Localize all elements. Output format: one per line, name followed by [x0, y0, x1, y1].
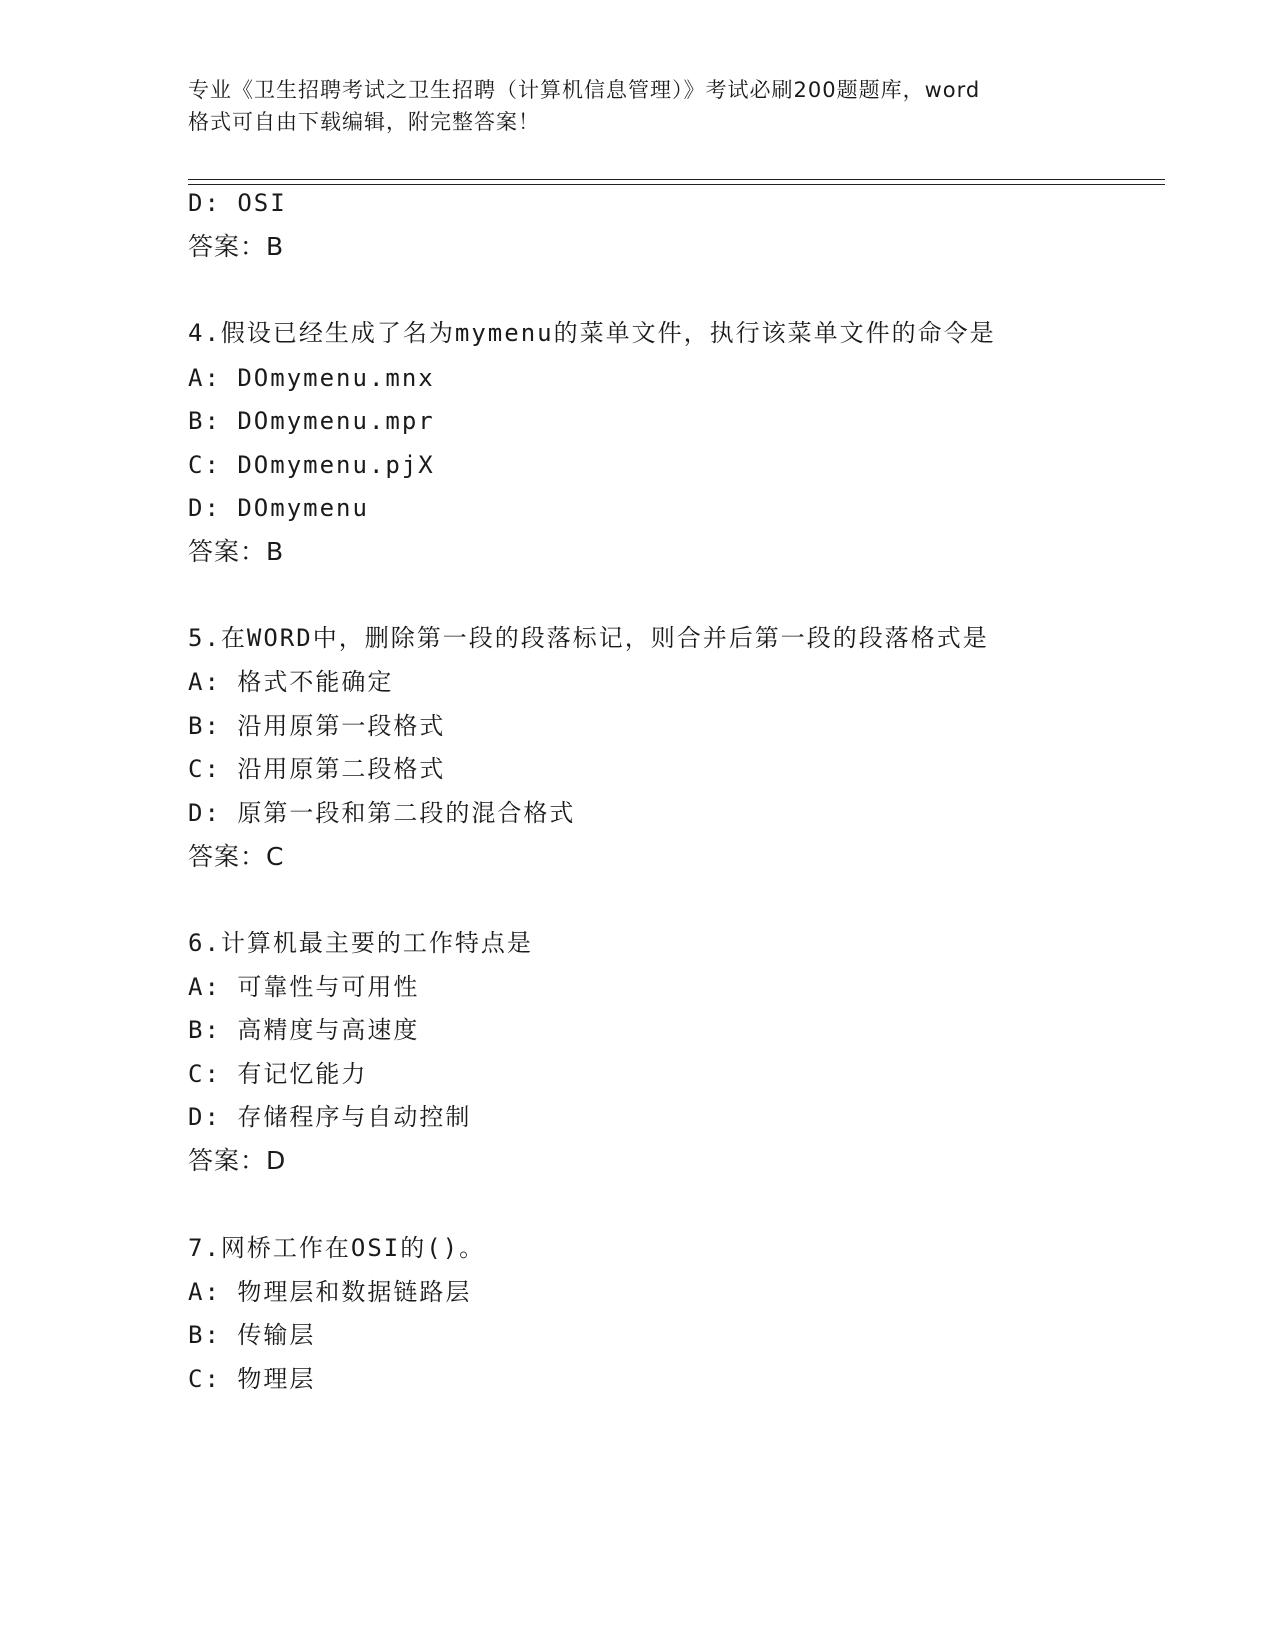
q6-option-d: D: 存储程序与自动控制: [188, 1103, 472, 1131]
q6-question: 6.计算机最主要的工作特点是: [188, 929, 533, 957]
prev-question-answer: 答案：B: [188, 232, 285, 261]
prev-question-option-d: D: OSI: [188, 189, 287, 217]
q6-option-b: B: 高精度与高速度: [188, 1016, 420, 1044]
header-divider-bottom: [188, 184, 1165, 185]
q4-option-c: C: DOmymenu.pjX: [188, 451, 435, 479]
q4-option-a: A: DOmymenu.mnx: [188, 364, 435, 392]
q7-option-b: B: 传输层: [188, 1321, 316, 1349]
q4-option-b: B: DOmymenu.mpr: [188, 407, 435, 435]
q5-question: 5.在WORD中，删除第一段的段落标记，则合并后第一段的段落格式是: [188, 624, 989, 652]
header-divider-top: [188, 179, 1165, 180]
q5-option-a: A: 格式不能确定: [188, 668, 394, 696]
q6-option-c: C: 有记忆能力: [188, 1060, 368, 1088]
q7-option-a: A: 物理层和数据链路层: [188, 1278, 472, 1306]
q5-answer: 答案：C: [188, 842, 285, 871]
document-header: [188, 74, 1088, 138]
q4-answer: 答案：B: [188, 537, 285, 566]
q7-option-c: C: 物理层: [188, 1365, 316, 1393]
q6-answer: 答案：D: [188, 1146, 287, 1175]
q7-question: 7.网桥工作在OSI的()。: [188, 1234, 486, 1262]
q4-option-d: D: DOmymenu: [188, 494, 369, 522]
q5-option-c: C: 沿用原第二段格式: [188, 755, 446, 783]
q6-option-a: A: 可靠性与可用性: [188, 973, 420, 1001]
q5-option-d: D: 原第一段和第二段的混合格式: [188, 799, 576, 827]
q5-option-b: B: 沿用原第一段格式: [188, 712, 446, 740]
q4-question: 4.假设已经生成了名为mymenu的菜单文件，执行该菜单文件的命令是: [188, 319, 996, 347]
header-title-line-2: 格式可自由下载编辑，附完整答案！: [188, 110, 540, 134]
header-title-line-1: 专业《卫生招聘考试之卫生招聘（计算机信息管理）》考试必刷200题题库，word: [188, 78, 981, 102]
